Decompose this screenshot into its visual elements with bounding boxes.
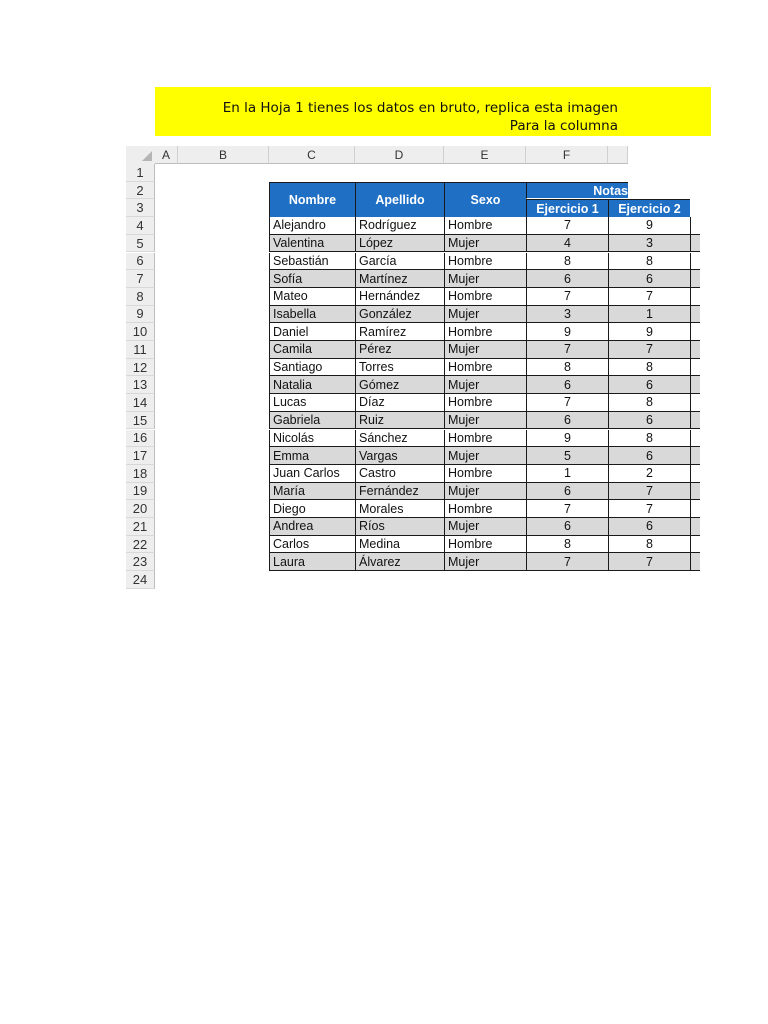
cell-ej2[interactable]: 6 [608, 447, 690, 465]
cell-notas-extra[interactable] [690, 217, 700, 235]
cell-notas-extra[interactable] [690, 500, 700, 518]
cell-ej2[interactable]: 9 [608, 217, 690, 235]
cell-sexo[interactable]: Hombre [444, 288, 526, 306]
cell-nombre[interactable]: Laura [269, 553, 355, 571]
cell-ej1[interactable]: 7 [526, 500, 608, 518]
spreadsheet-grid[interactable] [126, 146, 681, 592]
cell-apellido[interactable]: Hernández [355, 288, 444, 306]
cell-notas-extra[interactable] [690, 359, 700, 377]
cell-nombre[interactable]: Diego [269, 500, 355, 518]
header-sexo: Sexo [444, 182, 526, 217]
cell-ej1[interactable]: 7 [526, 217, 608, 235]
cell-nombre[interactable]: Sebastián [269, 253, 355, 271]
cell-nombre[interactable]: Daniel [269, 323, 355, 341]
instruction-line-2: Para la columna [509, 118, 618, 134]
row-header-12[interactable]: 12 [126, 359, 155, 377]
cell-notas-extra[interactable] [690, 323, 700, 341]
cell-notas-extra[interactable] [690, 341, 700, 359]
cell-sexo[interactable]: Mujer [444, 447, 526, 465]
cell-apellido[interactable]: González [355, 306, 444, 324]
cell-nombre[interactable]: Alejandro [269, 217, 355, 235]
cell-nombre[interactable]: Sofía [269, 270, 355, 288]
cell-ej1[interactable]: 6 [526, 412, 608, 430]
cell-notas-extra[interactable] [690, 376, 700, 394]
cell-apellido[interactable]: Vargas [355, 447, 444, 465]
cell-nombre[interactable]: Mateo [269, 288, 355, 306]
cell-ej1[interactable]: 5 [526, 447, 608, 465]
cell-ej1[interactable]: 9 [526, 430, 608, 448]
cell-nombre[interactable]: Camila [269, 341, 355, 359]
cell-notas-extra[interactable] [690, 253, 700, 271]
cell-ej1[interactable]: 7 [526, 553, 608, 571]
cell-sexo[interactable]: Hombre [444, 323, 526, 341]
cell-apellido[interactable]: Torres [355, 359, 444, 377]
cell-notas-extra[interactable] [690, 306, 700, 324]
cell-ej2[interactable]: 6 [608, 518, 690, 536]
cell-notas-extra[interactable] [690, 536, 700, 554]
cell-ej1[interactable]: 6 [526, 376, 608, 394]
row-header-8[interactable]: 8 [126, 288, 155, 306]
cell-sexo[interactable]: Hombre [444, 217, 526, 235]
cell-nombre[interactable]: Juan Carlos [269, 465, 355, 483]
cell-notas-extra[interactable] [690, 430, 700, 448]
row-header-14[interactable]: 14 [126, 394, 155, 412]
cell-sexo[interactable]: Mujer [444, 306, 526, 324]
cell-ej2[interactable]: 8 [608, 536, 690, 554]
row-header-4[interactable]: 4 [126, 217, 155, 235]
cell-ej2[interactable]: 2 [608, 465, 690, 483]
cell-ej1[interactable]: 7 [526, 288, 608, 306]
cell-notas-extra[interactable] [690, 270, 700, 288]
cell-ej2[interactable]: 8 [608, 253, 690, 271]
cell-ej2[interactable]: 6 [608, 376, 690, 394]
cell-sexo[interactable]: Hombre [444, 465, 526, 483]
instruction-line-1: En la Hoja 1 tienes los datos en bruto, replica esta imagen [222, 100, 618, 116]
cell-ej2[interactable]: 8 [608, 430, 690, 448]
cell-apellido[interactable]: Morales [355, 500, 444, 518]
cell-sexo[interactable]: Hombre [444, 536, 526, 554]
cell-notas-extra[interactable] [690, 483, 700, 501]
column-header-b[interactable]: B [178, 146, 269, 164]
cell-notas-extra[interactable] [690, 465, 700, 483]
column-header-g[interactable] [608, 146, 628, 164]
cell-nombre[interactable]: Natalia [269, 376, 355, 394]
cell-notas-extra[interactable] [690, 553, 700, 571]
column-header-a[interactable]: A [155, 146, 178, 164]
row-header-13[interactable]: 13 [126, 376, 155, 394]
cell-sexo[interactable]: Mujer [444, 376, 526, 394]
row-header-9[interactable]: 9 [126, 306, 155, 324]
cell-apellido[interactable]: López [355, 235, 444, 253]
cell-apellido[interactable]: Castro [355, 465, 444, 483]
cell-sexo[interactable]: Mujer [444, 483, 526, 501]
column-header-c[interactable]: C [269, 146, 355, 164]
cell-notas-extra[interactable] [690, 447, 700, 465]
cell-apellido[interactable]: Medina [355, 536, 444, 554]
cell-ej2[interactable]: 9 [608, 323, 690, 341]
cell-sexo[interactable]: Hombre [444, 500, 526, 518]
cell-sexo[interactable]: Mujer [444, 553, 526, 571]
row-header-16[interactable]: 16 [126, 430, 155, 448]
cell-ej1[interactable]: 4 [526, 235, 608, 253]
cell-ej2[interactable]: 7 [608, 288, 690, 306]
cell-notas-extra[interactable] [690, 288, 700, 306]
cell-sexo[interactable]: Hombre [444, 430, 526, 448]
cell-nombre[interactable]: Valentina [269, 235, 355, 253]
cell-ej2[interactable]: 7 [608, 500, 690, 518]
cell-sexo[interactable]: Mujer [444, 341, 526, 359]
cell-ej2[interactable]: 3 [608, 235, 690, 253]
cell-ej1[interactable]: 6 [526, 270, 608, 288]
select-all-icon [142, 151, 152, 161]
row-header-15[interactable]: 15 [126, 412, 155, 430]
instruction-banner [155, 87, 711, 136]
cell-ej2[interactable]: 7 [608, 483, 690, 501]
cell-sexo[interactable]: Mujer [444, 412, 526, 430]
cell-ej2[interactable]: 7 [608, 553, 690, 571]
cell-apellido[interactable]: Pérez [355, 341, 444, 359]
header-nombre: Nombre [269, 182, 355, 217]
cell-apellido[interactable]: Ramírez [355, 323, 444, 341]
cell-notas-extra[interactable] [690, 412, 700, 430]
cell-sexo[interactable]: Mujer [444, 235, 526, 253]
row-header-11[interactable]: 11 [126, 341, 155, 359]
cell-ej1[interactable]: 1 [526, 465, 608, 483]
cell-nombre[interactable]: María [269, 483, 355, 501]
cell-ej1[interactable]: 6 [526, 518, 608, 536]
cell-ej2[interactable]: 6 [608, 412, 690, 430]
cell-nombre[interactable]: Nicolás [269, 430, 355, 448]
cell-apellido[interactable]: Sánchez [355, 430, 444, 448]
cell-nombre[interactable]: Carlos [269, 536, 355, 554]
cell-apellido[interactable]: Díaz [355, 394, 444, 412]
cell-ej1[interactable]: 8 [526, 253, 608, 271]
column-header-d[interactable]: D [355, 146, 444, 164]
cell-notas-extra[interactable] [690, 394, 700, 412]
row-header-23[interactable]: 23 [126, 553, 155, 571]
column-header-f[interactable]: F [526, 146, 608, 164]
row-header-3[interactable]: 3 [126, 199, 155, 217]
cell-apellido[interactable]: Álvarez [355, 553, 444, 571]
cell-ej1[interactable]: 8 [526, 536, 608, 554]
cell-apellido[interactable]: García [355, 253, 444, 271]
cell-ej1[interactable]: 9 [526, 323, 608, 341]
row-header-24[interactable]: 24 [126, 571, 155, 589]
row-header-5[interactable]: 5 [126, 235, 155, 253]
cell-apellido[interactable]: Ruiz [355, 412, 444, 430]
row-header-22[interactable]: 22 [126, 536, 155, 554]
cell-ej1[interactable]: 7 [526, 394, 608, 412]
cell-sexo[interactable]: Hombre [444, 394, 526, 412]
cell-sexo[interactable]: Hombre [444, 253, 526, 271]
cell-sexo[interactable]: Hombre [444, 359, 526, 377]
cell-apellido[interactable]: Martínez [355, 270, 444, 288]
cell-ej1[interactable]: 3 [526, 306, 608, 324]
cell-ej2[interactable]: 1 [608, 306, 690, 324]
row-header-1[interactable]: 1 [126, 164, 155, 182]
header-apellido: Apellido [355, 182, 444, 217]
cell-apellido[interactable]: Ríos [355, 518, 444, 536]
cell-nombre[interactable]: Santiago [269, 359, 355, 377]
column-header-e[interactable]: E [444, 146, 526, 164]
row-header-7[interactable]: 7 [126, 270, 155, 288]
cell-notas-extra[interactable] [690, 235, 700, 253]
row-header-21[interactable]: 21 [126, 518, 155, 536]
cell-ej2[interactable]: 6 [608, 270, 690, 288]
cell-ej2[interactable]: 8 [608, 394, 690, 412]
cell-sexo[interactable]: Mujer [444, 518, 526, 536]
header-ejercicio-1: Ejercicio 1 [526, 199, 608, 217]
cell-nombre[interactable]: Isabella [269, 306, 355, 324]
cell-ej1[interactable]: 8 [526, 359, 608, 377]
cell-sexo[interactable]: Mujer [444, 270, 526, 288]
cell-nombre[interactable]: Andrea [269, 518, 355, 536]
row-header-20[interactable]: 20 [126, 500, 155, 518]
row-header-10[interactable]: 10 [126, 323, 155, 341]
cell-apellido[interactable]: Gómez [355, 376, 444, 394]
cell-ej1[interactable]: 7 [526, 341, 608, 359]
cell-ej2[interactable]: 8 [608, 359, 690, 377]
cell-ej1[interactable]: 6 [526, 483, 608, 501]
header-ejercicio-2: Ejercicio 2 [608, 199, 690, 217]
row-header-6[interactable]: 6 [126, 253, 155, 271]
row-header-19[interactable]: 19 [126, 483, 155, 501]
cell-ej2[interactable]: 7 [608, 341, 690, 359]
row-header-18[interactable]: 18 [126, 465, 155, 483]
cell-notas-extra[interactable] [690, 518, 700, 536]
cell-apellido[interactable]: Rodríguez [355, 217, 444, 235]
cell-apellido[interactable]: Fernández [355, 483, 444, 501]
header-notas: Notas [526, 182, 628, 200]
cell-nombre[interactable]: Lucas [269, 394, 355, 412]
select-all-corner[interactable] [126, 146, 155, 164]
row-header-17[interactable]: 17 [126, 447, 155, 465]
cell-nombre[interactable]: Emma [269, 447, 355, 465]
row-header-2[interactable]: 2 [126, 182, 155, 200]
cell-nombre[interactable]: Gabriela [269, 412, 355, 430]
